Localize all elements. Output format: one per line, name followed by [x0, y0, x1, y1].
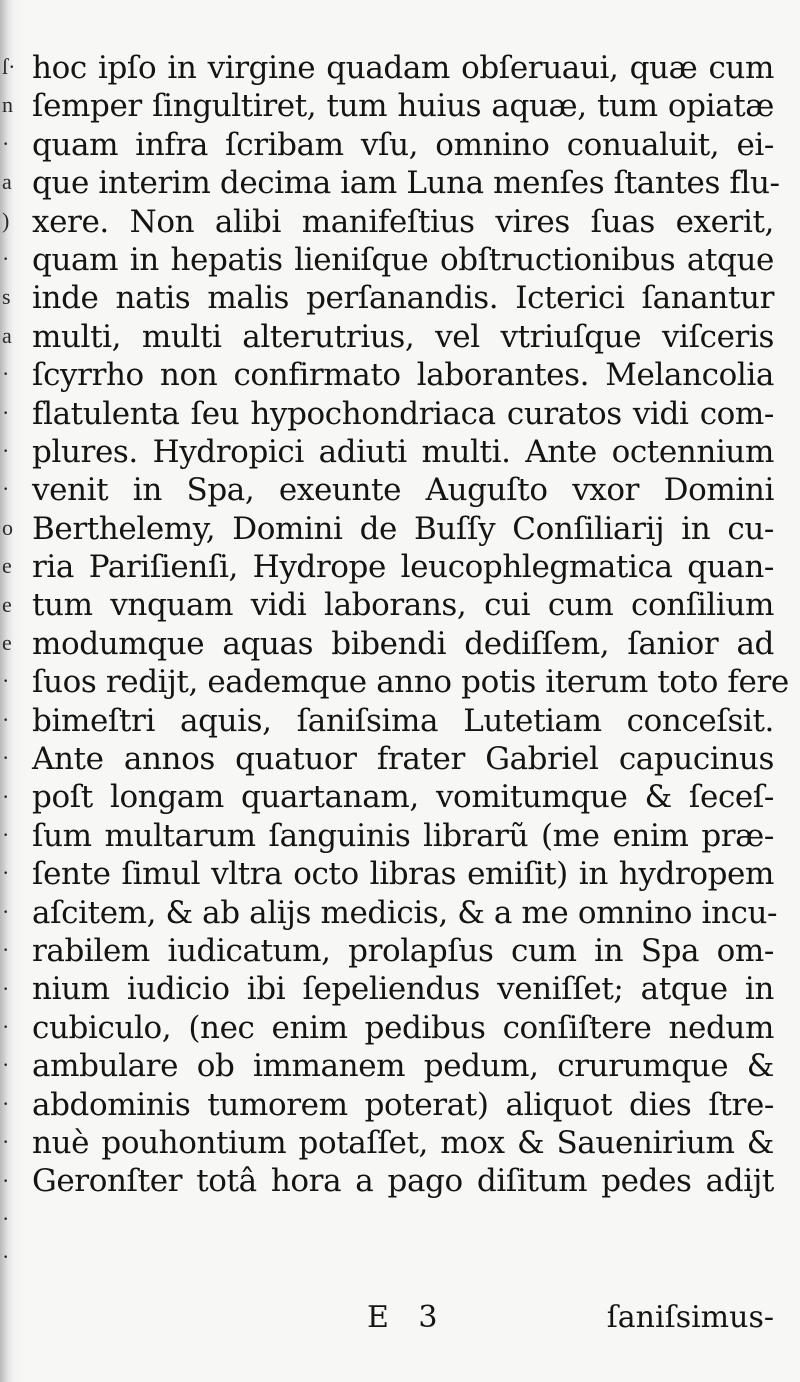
text-line: aſcitem, & ab alijs medicis, & a me omnino incu- [32, 894, 778, 931]
gutter-mark: n [2, 92, 13, 118]
text-line: quam infra ſcribam vſu, omnino conualuit, ei- [32, 126, 774, 163]
gutter-mark: · [2, 130, 10, 156]
text-line: xere. Non alibi manifeſtius vires ſuas exerit, [32, 203, 774, 240]
text-line: nuè pouhontium potaſſet, mox & Sauenirium & [32, 1124, 774, 1161]
gutter-mark: · [2, 361, 10, 387]
text-line: ſuos redijt, eademque anno potis iterum toto fere [32, 664, 789, 701]
text-line: Ante annos quatuor frater Gabriel capucinus [32, 741, 774, 778]
gutter-bleed-marks [2, 0, 16, 1382]
gutter-mark: e [2, 553, 12, 579]
gutter-mark: · [2, 745, 10, 771]
text-line: flatulenta ſeu hypochondriaca curatos vidi com- [32, 395, 774, 432]
gutter-mark: · [2, 1052, 10, 1078]
text-line: hoc ipſo in virgine quadam obſeruaui, quæ cum [32, 50, 774, 86]
gutter-mark: · [2, 1167, 10, 1193]
gutter-mark: · [2, 783, 10, 809]
text-line: quam in hepatis lieniſque obſtructionibus atque [32, 241, 774, 278]
text-line: nium iudicio ibi ſepeliendus veniſſet; atque in [32, 971, 774, 1008]
gutter-mark: · [2, 438, 10, 463]
gutter-mark: · [2, 399, 10, 425]
text-line: que interim decima iam Luna menſes ſtantes flu- [32, 165, 780, 202]
page-footer [32, 1298, 774, 1338]
gutter-mark: a [2, 169, 12, 195]
gutter-mark: · [2, 706, 10, 732]
body-text [32, 49, 789, 1201]
gutter-mark: e [2, 591, 12, 617]
gutter-mark: · [2, 668, 10, 694]
gutter-mark: · [2, 975, 10, 1001]
gutter-mark: ) [2, 207, 10, 233]
text-line: ſum multarum ſanguinis librarũ (me enim præ- [32, 817, 774, 854]
gutter-mark: s [2, 284, 11, 310]
gutter-mark: · [2, 476, 10, 502]
gutter-mark: · [2, 1090, 10, 1116]
gutter-mark: · [2, 1206, 10, 1231]
text-line: Geronſter totâ hora a pago diſitum pedes adijt [32, 1163, 774, 1200]
signature-mark: E 3 [367, 1300, 448, 1335]
gutter-mark: · [2, 1244, 10, 1270]
text-line: modumque aquas bibendi dediſſem, ſanior ad [32, 625, 774, 662]
text-line: ſente ſimul vltra octo libras emiſit) in hydropem [32, 856, 774, 893]
gutter-mark: · [2, 246, 10, 271]
gutter-mark: · [2, 822, 10, 847]
gutter-mark: · [2, 1014, 10, 1039]
text-line: plures. Hydropici adiuti multi. Ante octennium [32, 433, 774, 470]
gutter-mark: · [2, 898, 10, 924]
text-line: ambulare ob immanem pedum, crurumque & [32, 1048, 774, 1085]
gutter-mark: ſ· [2, 54, 16, 79]
gutter-mark: · [2, 860, 10, 886]
gutter-mark: · [2, 937, 10, 963]
text-line: abdominis tumorem poterat) aliquot dies ſtre- [32, 1086, 774, 1123]
text-line: bimeſtri aquis, ſaniſsima Lutetiam conceſsit. [32, 702, 774, 739]
text-line: ria Pariſienſi, Hydrope leucophlegmatica quan- [32, 549, 774, 586]
text-line: cubiculo, (nec enim pedibus conſiſtere nedum [32, 1009, 774, 1046]
text-line: Berthelemy, Domini de Buſſy Conſiliarij in cu- [32, 510, 774, 547]
gutter-mark: a [2, 322, 12, 348]
gutter-mark: e [2, 630, 12, 655]
text-line: poſt longam quartanam, vomitumque & ſeceſ- [32, 779, 774, 816]
gutter-mark: · [2, 1129, 10, 1155]
catchword: ſaniſsimus- [606, 1300, 774, 1335]
text-line: inde natis malis perſanandis. Icterici ſanantur [32, 280, 774, 317]
text-line: ſcyrrho non confirmato laborantes. Melancolia [32, 357, 774, 394]
text-line: tum vnquam vidi laborans, cui cum conſilium [32, 587, 774, 624]
text-line: multi, multi alterutrius, vel vtriuſque viſceris [32, 318, 774, 355]
text-line: rabilem iudicatum, prolapſus cum in Spa om- [32, 932, 774, 969]
text-line: ſemper ſingultiret, tum huius aquæ, tum opiatæ [32, 88, 774, 125]
gutter-mark: o [2, 514, 13, 540]
text-line: venit in Spa, exeunte Auguſto vxor Domini [32, 472, 774, 509]
